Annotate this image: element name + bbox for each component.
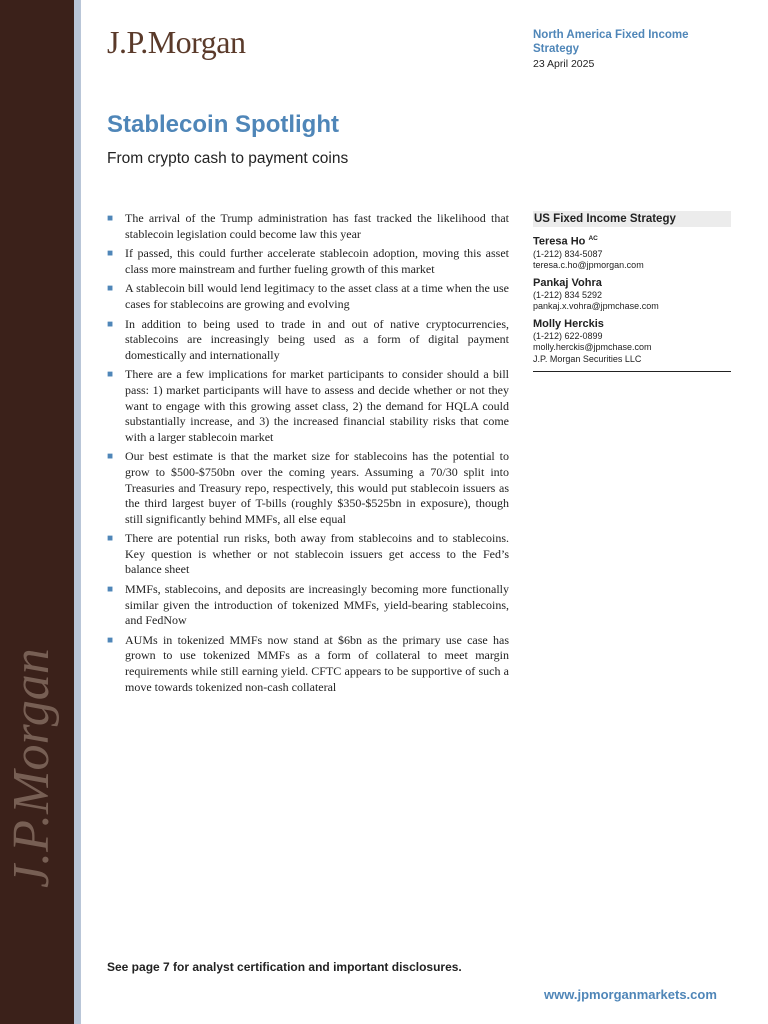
website-link[interactable]: www.jpmorganmarkets.com [544, 987, 717, 1002]
summary-bullet [107, 633, 509, 695]
bullet-icon: ■ [107, 634, 114, 646]
department-label: North America Fixed Income Strategy [533, 29, 689, 55]
side-brand-watermark [2, 588, 72, 908]
summary-bullet-text: In addition to being used to trade in and out of native cryptocurrencies, stablecoins are increasingly being used as a form of digital payment domestically and internationally [125, 316, 509, 362]
author-entry [533, 318, 731, 366]
author-affiliation: J.P. Morgan Securities LLC [533, 353, 642, 364]
header-meta [533, 28, 733, 70]
analyst-certification-mark: AC [588, 235, 598, 242]
summary-bullet [107, 582, 509, 629]
summary-bullet-list [107, 211, 509, 699]
summary-bullet-text: Our best estimate is that the market size for stablecoins has the potential to grow to $500-$750bn over the coming years. Assuming a 70/30 split into Treasuries and Treasury repo, respectively, this would put stablecoin issuers as the third largest buyer of T-bills (roughly $350-$525bn in exposure), though still significantly behind MMFs, all else equal [125, 449, 509, 526]
report-subtitle: From crypto cash to payment coins [107, 150, 349, 167]
summary-bullet [107, 531, 509, 578]
authors-panel [533, 211, 731, 372]
author-email[interactable]: teresa.c.ho@jpmorgan.com [533, 260, 644, 271]
summary-bullet [107, 449, 509, 527]
bullet-icon: ■ [107, 318, 114, 330]
bullet-icon: ■ [107, 213, 114, 224]
authors-panel-header: US Fixed Income Strategy [533, 211, 731, 227]
author-phone: (1-212) 622-0899 [533, 330, 603, 341]
bullet-icon: ■ [107, 584, 114, 596]
summary-bullet [107, 246, 509, 277]
author-entry [533, 232, 731, 272]
bullet-icon: ■ [107, 248, 114, 260]
summary-bullet-text: A stablecoin bill would lend legitimacy to the asset class at a time when the use cases for stablecoins are growing and evolving [125, 281, 509, 311]
side-band-edge [74, 0, 81, 1024]
authors-divider [533, 371, 731, 372]
author-phone: (1-212) 834 5292 [533, 289, 603, 300]
summary-bullet-text: There are potential run risks, both away from stablecoins and to stablecoins. Key question is whether or not stablecoin issuers get access to the Fed’s balance sheet [125, 531, 509, 577]
summary-bullet [107, 211, 509, 242]
report-date: 23 April 2025 [533, 58, 595, 70]
bullet-icon: ■ [107, 283, 114, 295]
author-entry [533, 277, 731, 313]
summary-bullet-text: AUMs in tokenized MMFs now stand at $6bn as the primary use case has grown to use tokenized MMFs as a form of collateral to meet margin requirements while still earning yield. CFTC appears to be supportive of such a move towards tokenized non-cash collateral [125, 632, 509, 694]
summary-bullet-text: MMFs, stablecoins, and deposits are increasingly becoming more functionally similar given the introduction of tokenized MMFs, yield-bearing stablecoins, and FedNow [125, 582, 509, 628]
author-name: Molly Herckis [533, 317, 604, 330]
author-phone: (1-212) 834-5087 [533, 248, 603, 259]
svg-text:J.P.Morgan: J.P.Morgan [3, 648, 60, 888]
summary-bullet-text: If passed, this could further accelerate stablecoin adoption, moving this asset class more mainstream and further fueling growth of this market [125, 246, 509, 276]
author-email[interactable]: pankaj.x.vohra@jpmchase.com [533, 301, 659, 312]
author-name: Pankaj Vohra [533, 276, 602, 289]
author-email[interactable]: molly.herckis@jpmchase.com [533, 342, 652, 353]
report-title: Stablecoin Spotlight [107, 111, 339, 138]
brand-logo: J.P.Morgan [107, 24, 246, 60]
author-name: Teresa Ho [533, 235, 586, 248]
summary-bullet [107, 281, 509, 312]
author-name-line [533, 232, 731, 249]
bullet-icon: ■ [107, 451, 114, 463]
summary-bullet-text: The arrival of the Trump administration has fast tracked the likelihood that stablecoin legislation could become law this year [125, 211, 509, 241]
bullet-icon: ■ [107, 369, 114, 381]
bullet-icon: ■ [107, 533, 114, 545]
summary-bullet-text: There are a few implications for market participants to consider should a bill pass: 1) market participants will have to assess and decide whether or not they want to engage with this growing asset class, 2) the demand for HQLA could substantially increase, and 3) the increased financial stability risks that come with a larger stablecoin market [125, 367, 509, 444]
disclosure-note: See page 7 for analyst certification and important disclosures. [107, 960, 462, 974]
summary-bullet [107, 367, 509, 445]
summary-bullet [107, 317, 509, 364]
